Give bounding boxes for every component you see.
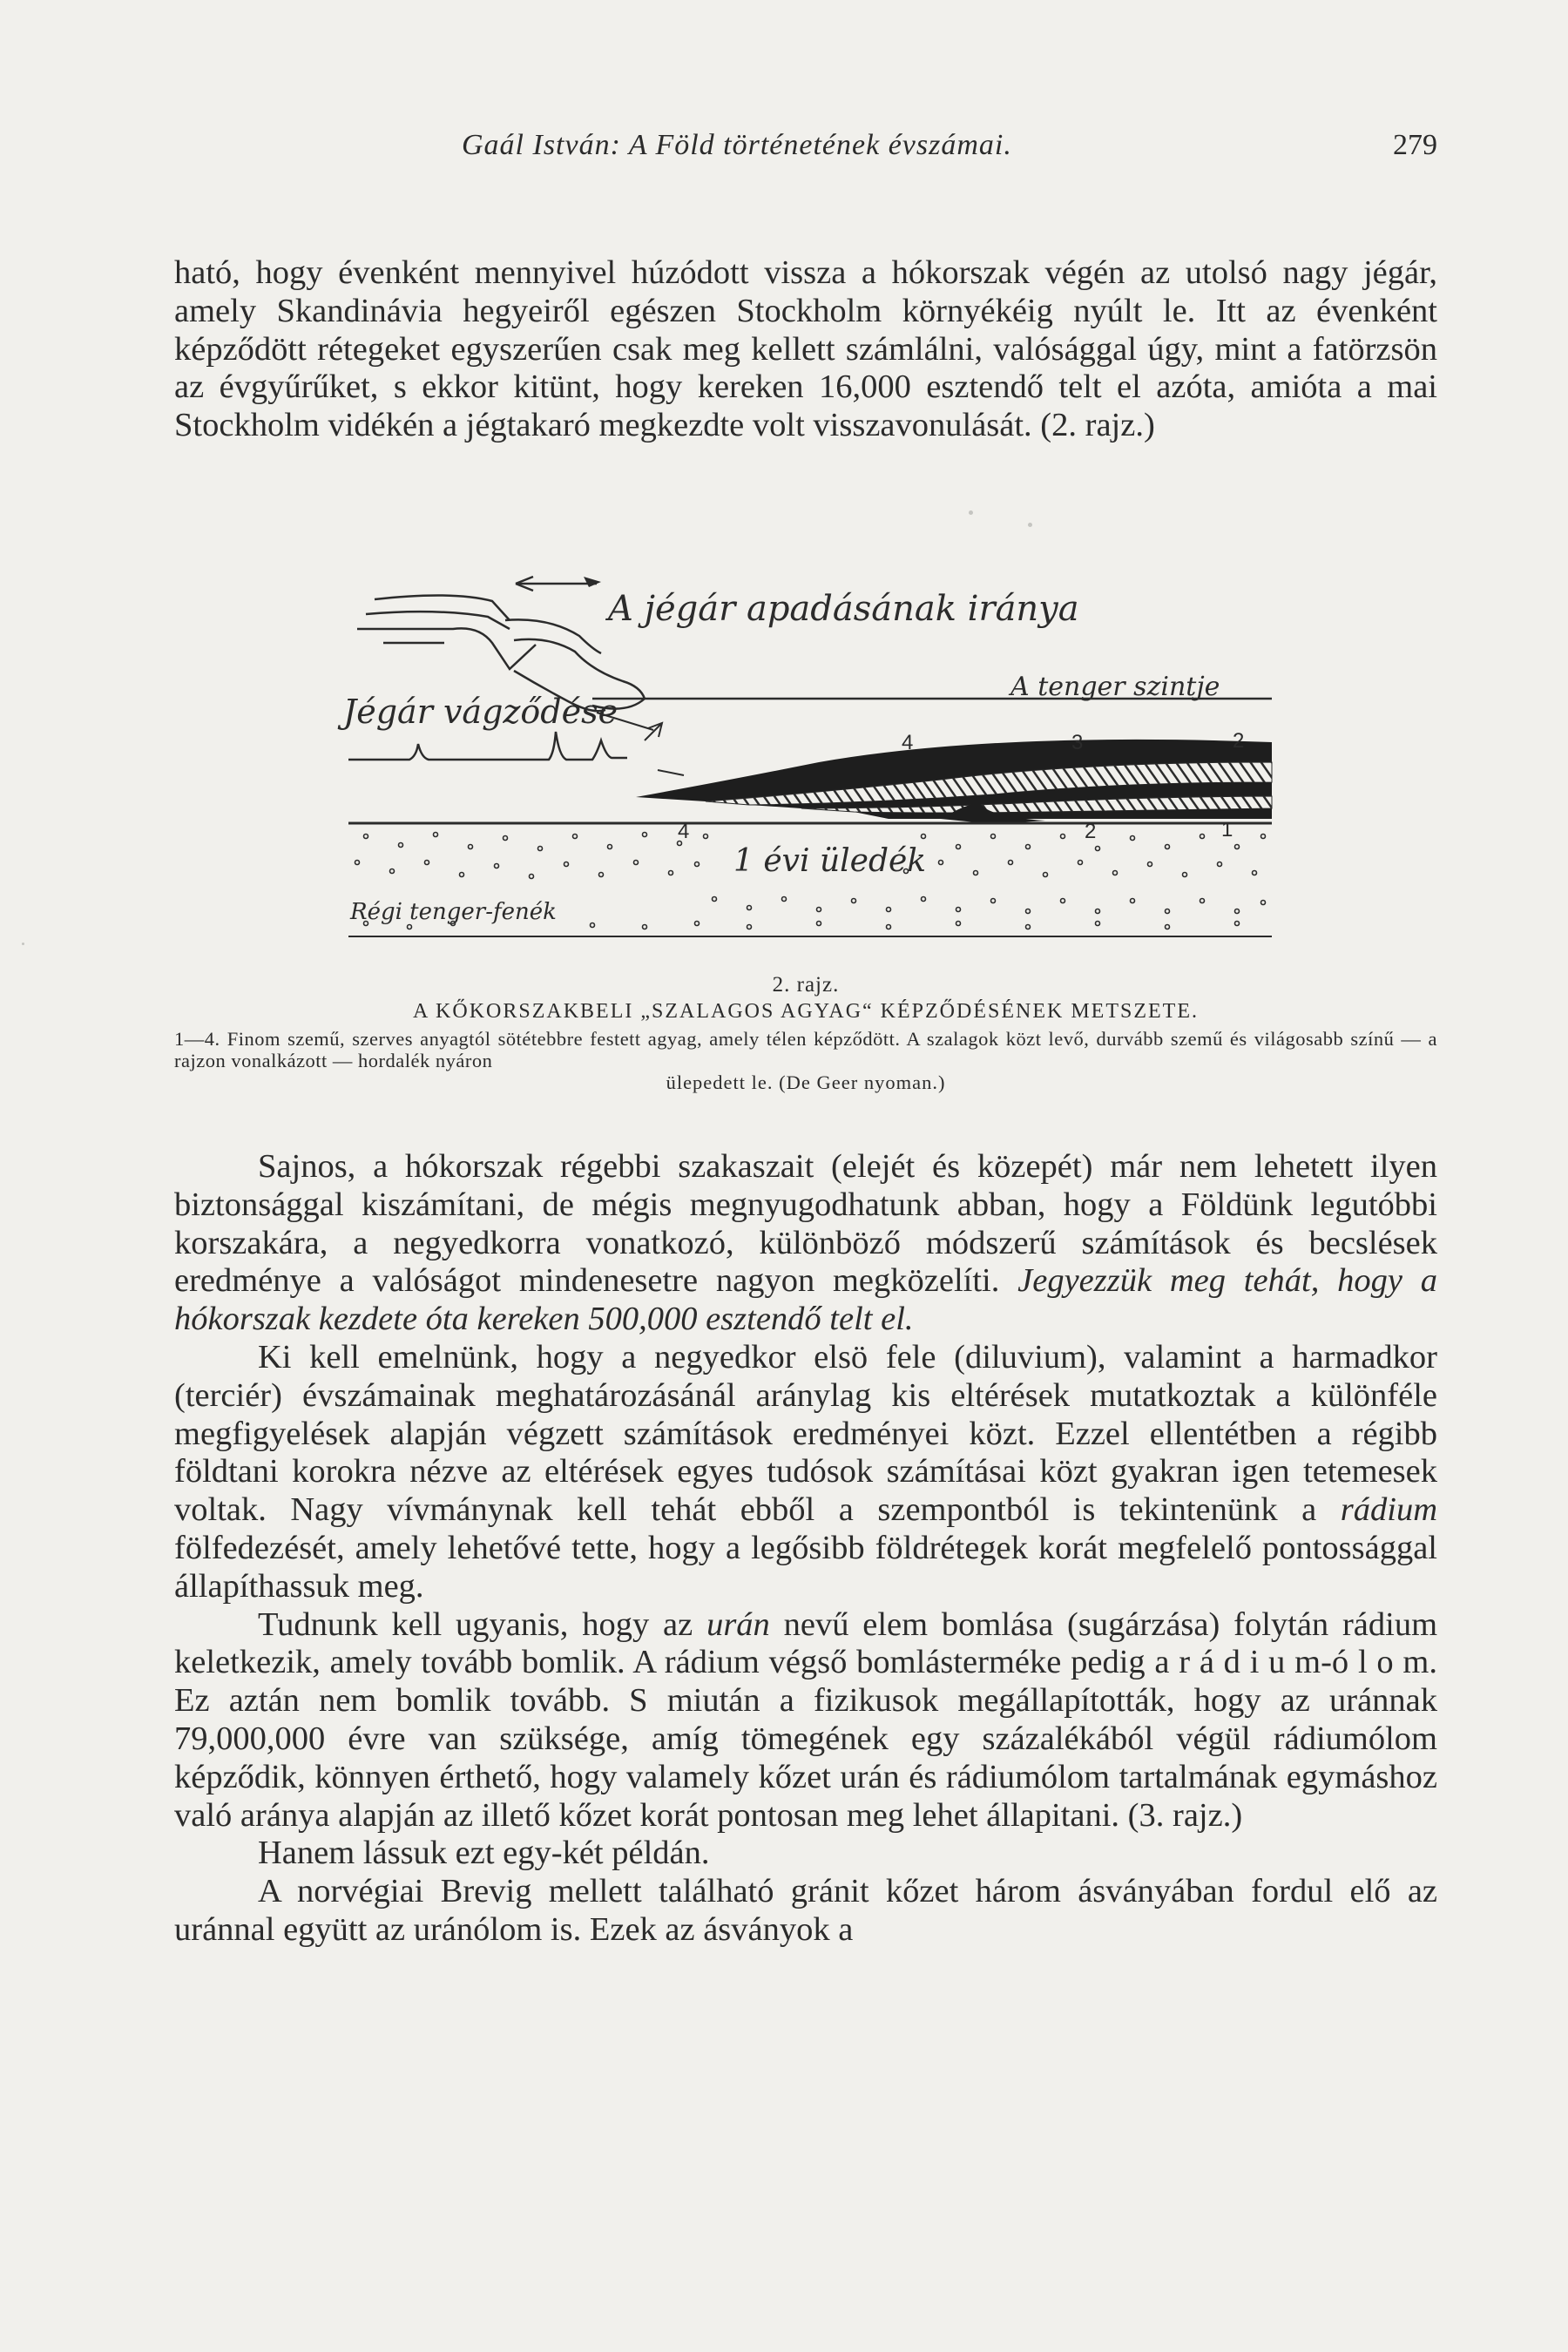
figure-number: 2. rajz. <box>772 973 840 997</box>
figure-caption <box>174 974 1437 1093</box>
figure-title: A KŐKORSZAKBELI „SZALAGOS AGYAG“ KÉPZŐDÉSÉNEK METSZETE. <box>413 1000 1199 1023</box>
cross-section-drawing <box>331 575 1289 941</box>
layer-number-2-bottom: 2 <box>1085 820 1097 843</box>
label-annual-layer: 1 évi üledék <box>733 843 927 879</box>
varved-clay-bands <box>636 740 1272 824</box>
paragraph <box>174 1606 1437 1835</box>
body-text-bottom <box>174 1148 1437 1950</box>
paragraph <box>174 1339 1437 1606</box>
label-old-seabed: Régi tenger-fenék <box>350 899 557 925</box>
paper-speck <box>969 510 973 515</box>
figure-description-end: ülepedett le. (De Geer nyoman.) <box>666 1071 946 1093</box>
label-glacier-front: Jégár vágződése <box>343 693 618 731</box>
paragraph: Hanem lássuk ezt egy-két példán. <box>258 1835 710 1872</box>
emphasis-text: rádium <box>1340 1491 1438 1529</box>
page-number: 279 <box>1393 129 1437 161</box>
layer-number-3-top: 3 <box>1071 731 1084 754</box>
body-text-top <box>174 254 1437 445</box>
paper-speck <box>1028 523 1032 527</box>
paragraph-text: nevű elem bomlása (sugárzása) folytán rádium keletkezik, amely tovább bomlik. A rádium végső bomlásterméke pedig a r á d i u m-ó l o m. Ez aztán nem bomlik tovább. S miután a fizikusok megállapították, hogy az uránnak 79,000,000 évre van szüksége, amíg tömegének egy százalékából végül rádiumólom képződik, könnyen érthető, hogy valamely kőzet urán és rádiumólom tartalmának egymáshoz való aránya alapján az illető kőzet korát pontosan meg lehet állapitani. (3. rajz.) <box>174 1605 1438 1834</box>
layer-number-2-top: 2 <box>1233 729 1245 753</box>
layer-number-1-bottom: 1 <box>1221 818 1233 841</box>
paragraph-text: fölfedezését, amely lehetővé tette, hogy a legősibb földrétegek korát megfelelő pontossággal állapíthassuk meg. <box>174 1529 1437 1605</box>
paper-speck <box>22 943 24 945</box>
figure-2-varved-clay-section <box>331 575 1289 941</box>
layer-number-4-bottom: 4 <box>678 820 690 843</box>
paragraph: ható, hogy évenként mennyivel húzódott vissza a hókorszak végén az utolsó nagy jégár, amely Skandinávia hegyeiről egészen Stockholm környékéig nyúlt le. Itt az évenként képződött rétegeket egyszerűen csak meg kellett számlálni, valósággal úgy, mint a fatörzsön az évgyűrűket, s ekkor kitünt, hogy kereken 16,000 esztendő telt el azóta, amióta a mai Stockholm vidékén a jégtakaró megkezdte volt visszavonulását. (2. rajz.) <box>174 254 1437 444</box>
small-arrow <box>658 770 684 775</box>
label-ice-retreat-direction: A jégár apadásának iránya <box>608 589 1079 629</box>
paragraph <box>174 1148 1437 1339</box>
running-header <box>174 129 1437 172</box>
emphasis-text: Jegyezzük meg tehát, hogy a hókorszak kezdete óta kereken 500,000 esztendő telt el. <box>174 1262 1437 1338</box>
old-ground-line <box>348 732 627 760</box>
layer-number-4-top: 4 <box>902 731 914 754</box>
paragraph-text: Tudnunk kell ugyanis, hogy az <box>258 1605 693 1643</box>
emphasis-text: urán <box>706 1605 770 1643</box>
paragraph: A norvégiai Brevig mellett található gránit kőzet három ásványában fordul elő az uránnal együtt az uránólom is. Ezek az ásványok a <box>174 1873 1437 1948</box>
running-title: Gaál István: A Föld történetének évszámai. <box>462 129 1012 161</box>
arrow-left-icon <box>516 577 601 591</box>
paragraph-text: Ki kell emelnünk, hogy a negyedkor elsö fele (diluvium), valamint a harmadkor (terciér) évszámainak meghatározásánál aránylag kis eltérések mutatkoztak a különféle megfigyelések alapján végzett számítások eredményei közt. Ezzel ellentétben a régibb földtani korokra nézve az eltérések egyes tudósok számításai közt gyakran igen tetemesek voltak. Nagy vívmánynak kell tehát ebből a szempontból is tekintenünk a <box>174 1338 1437 1529</box>
figure-description: 1—4. Finom szemű, szerves anyagtól sötétebbre festett agyag, amely télen képződött. A szalagok közt levő, durvább szemű és világosabb színű — a rajzon vonalkázott — hordalék nyáron <box>174 1028 1437 1071</box>
label-sea-level: A tenger szintje <box>1010 672 1220 702</box>
paragraph-text: Sajnos, a hókorszak régebbi szakaszait (elejét és közepét) már nem lehetett ilyen biztonsággal kiszámítani, de mégis megnyugodhatunk abban, hogy a Földünk legutóbbi korszakára, a negyedkorra vonatkozó, különböző módszerű számítások és becslések eredménye a valóságot mindenesetre nagyon megközelíti. <box>174 1148 1437 1300</box>
